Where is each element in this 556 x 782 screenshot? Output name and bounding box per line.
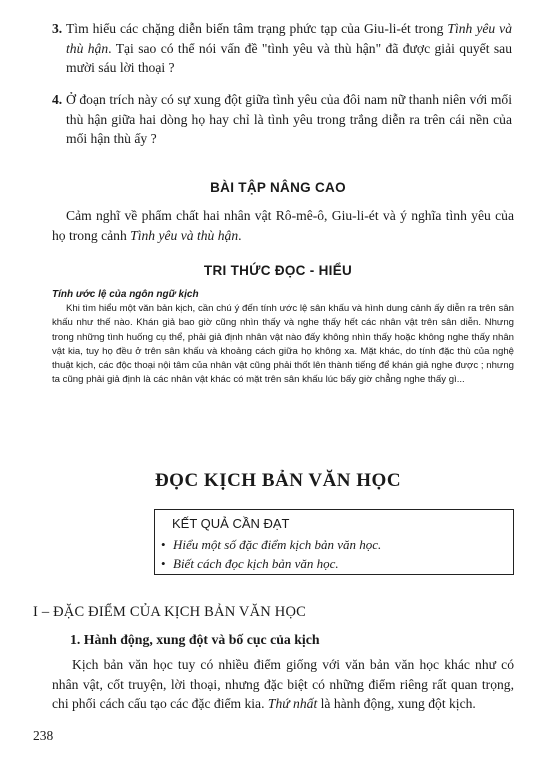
goal-item-text: Hiểu một số đặc điểm kịch bản văn học. <box>173 537 382 552</box>
goal-item-text: Biết cách đọc kịch bản văn học. <box>173 556 339 571</box>
question-number: 3. <box>52 21 63 36</box>
question-text-part: . Tại sao có thể nói vấn đề "tình yêu và thù hận" đã được giải quyết sau mười sáu lời thoại ? <box>66 40 512 75</box>
advanced-text-part: . <box>238 227 242 243</box>
section-body <box>52 655 514 714</box>
bullet-icon: • <box>161 556 166 571</box>
advanced-exercise-text <box>52 206 514 245</box>
section-text-part: là hành động, xung đột kịch. <box>317 696 476 711</box>
knowledge-subtitle: Tính ước lệ của ngôn ngữ kịch <box>52 289 199 300</box>
advanced-text-part: Cảm nghĩ về phẩm chất hai nhân vật Rô-mê-ô, Giu-li-ét và ý nghĩa tình yêu của họ trong cảnh <box>52 208 514 243</box>
knowledge-body: Khi tìm hiểu một văn bản kịch, cần chú ý đến tính ước lệ sân khấu và hình dung cảnh ấy diễn ra trên sân khấu như thế nào. Khán giả bao giờ cũng nhìn thấy và nghe thấy hết các nhân vật trên sân diễn. Nhưng trong những tình huống cụ thể, phải giả định nhân vật nào đấy không nhìn thấy hoặc không nghe thấy nhân vật kia, tuy họ đều ở trên sân khấu và khoảng cách giữa họ không xa. Mặt khác, do tính đặc thù của nghệ thuật kịch, các độc thoại nội tâm của nhân vật cũng phải thốt lên thành tiếng để khán giả nghe được ; nhưng ta cũng phải giả định là các nhân vật khác có mặt trên sân khấu lúc bấy giờ chẳng nghe thấy gì... <box>52 303 514 386</box>
bullet-icon: • <box>161 537 166 552</box>
question-3 <box>52 19 512 78</box>
learning-goals-box <box>154 509 514 575</box>
question-text <box>52 19 512 78</box>
question-text: Ở đoạn trích này có sự xung đột giữa tình yêu của đôi nam nữ thanh niên với mối thù hận giữa hai dòng họ hay chỉ là tình yêu trong trắng diễn ra trên cái nền của mối hận thù ấy ? <box>66 92 512 146</box>
section-text-italic: Thứ nhất <box>267 696 318 711</box>
reading-knowledge-heading: TRI THỨC ĐỌC - HIỂU <box>203 263 353 278</box>
advanced-text-italic: Tình yêu và thù hận <box>130 227 239 243</box>
subsection-heading: 1. Hành động, xung đột và bố cục của kịch <box>70 632 320 647</box>
question-number: 4. <box>52 92 63 107</box>
advanced-exercise-heading: BÀI TẬP NÂNG CAO <box>210 180 346 195</box>
page-number: 238 <box>33 728 54 743</box>
section-text-part: Kịch bản văn học tuy có nhiều điểm giống với văn bản văn học khác như có nhân vật, cốt truyện, lời thoại, nhưng đặc biệt có những điểm riêng rất quan trọng, chi phối cách cấu tạo các đặc điểm kia. <box>52 657 514 711</box>
goal-item <box>161 556 339 572</box>
question-4 <box>52 90 512 149</box>
section-heading: I – ĐẶC ĐIỂM CỦA KỊCH BẢN VĂN HỌC <box>33 604 306 620</box>
question-text-part: Tìm hiểu các chặng diễn biến tâm trạng phức tạp của Giu-li-ét trong <box>66 21 448 36</box>
learning-goals-title: KẾT QUẢ CẦN ĐẠT <box>172 516 290 531</box>
goal-item <box>161 537 381 553</box>
lesson-title: ĐỌC KỊCH BẢN VĂN HỌC <box>154 470 402 491</box>
question-text-italic: Tình yêu và thù hận <box>66 21 512 56</box>
